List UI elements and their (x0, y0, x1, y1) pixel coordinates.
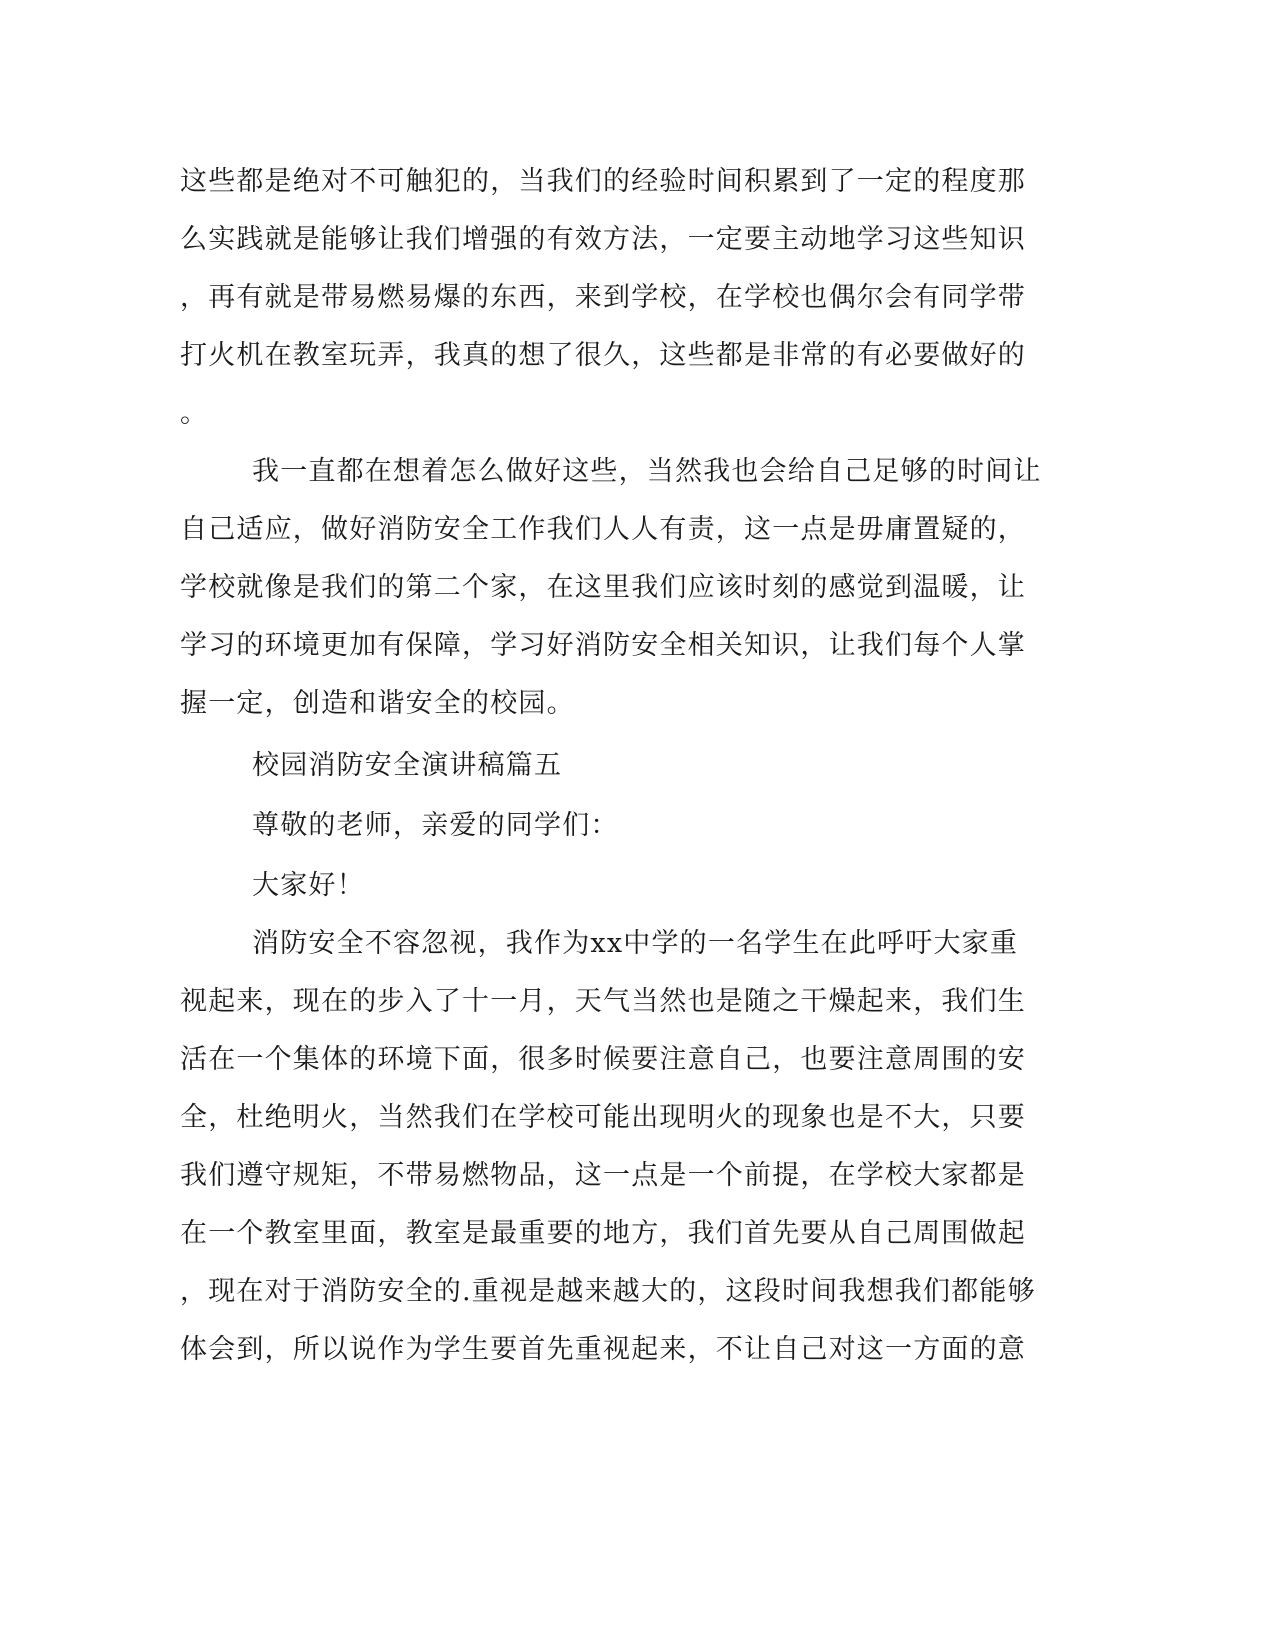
paragraph-line: 么实践就是能够让我们增强的有效方法，一定要主动地学习这些知识 (180, 224, 1026, 255)
paragraph-line: 。 (180, 398, 209, 429)
salutation: 尊敬的老师，亲爱的同学们： (252, 810, 619, 841)
paragraph-line: ，再有就是带易燃易爆的东西，来到学校，在学校也偶尔会有同学带 (180, 282, 1026, 313)
paragraph-line: 全，杜绝明火，当然我们在学校可能出现明火的现象也是不大，只要 (180, 1102, 1026, 1133)
paragraph-line: 我一直都在想着怎么做好这些，当然我也会给自己足够的时间让 (252, 456, 1042, 487)
section-title: 校园消防安全演讲稿篇五 (252, 750, 563, 781)
paragraph-line: 这些都是绝对不可触犯的，当我们的经验时间积累到了一定的程度那 (180, 166, 1026, 197)
paragraph-line: 体会到，所以说作为学生要首先重视起来，不让自己对这一方面的意 (180, 1334, 1026, 1365)
paragraph-line: 学习的环境更加有保障，学习好消防安全相关知识，让我们每个人掌 (180, 630, 1026, 661)
paragraph-line: 握一定，创造和谐安全的校园。 (180, 688, 575, 719)
paragraph-line: 活在一个集体的环境下面，很多时候要注意自己，也要注意周围的安 (180, 1044, 1026, 1075)
paragraph-line: 自己适应，做好消防安全工作我们人人有责，这一点是毋庸置疑的， (180, 514, 1026, 545)
paragraph-line: 学校就像是我们的第二个家，在这里我们应该时刻的感觉到温暖，让 (180, 572, 1026, 603)
greeting: 大家好！ (252, 870, 365, 901)
paragraph-line: 消防安全不容忽视，我作为xx中学的一名学生在此呼吁大家重 (252, 928, 1019, 959)
paragraph-line: 视起来，现在的步入了十一月，天气当然也是随之干燥起来，我们生 (180, 986, 1026, 1017)
paragraph-line: 打火机在教室玩弄，我真的想了很久，这些都是非常的有必要做好的 (180, 340, 1026, 371)
paragraph-line: ，现在对于消防安全的.重视是越来越大的，这段时间我想我们都能够 (180, 1276, 1036, 1307)
paragraph-line: 在一个教室里面，教室是最重要的地方，我们首先要从自己周围做起 (180, 1218, 1026, 1249)
paragraph-line: 我们遵守规矩，不带易燃物品，这一点是一个前提，在学校大家都是 (180, 1160, 1026, 1191)
